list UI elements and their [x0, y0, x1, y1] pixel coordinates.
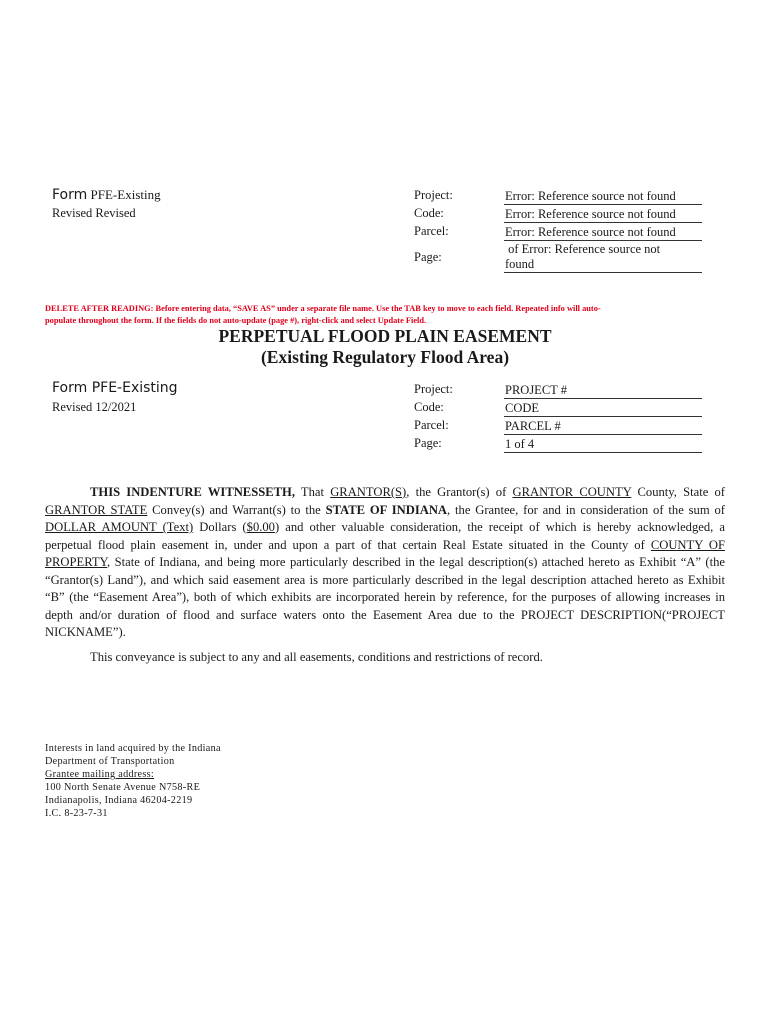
document-title: PERPETUAL FLOOD PLAIN EASEMENT [218, 326, 552, 346]
header1-code-label: Code: [414, 206, 444, 220]
document-subtitle: (Existing Regulatory Flood Area) [260, 347, 510, 367]
header2-code-value[interactable]: CODE [504, 400, 702, 417]
header1-code-value[interactable]: Error: Reference source not found [504, 206, 702, 223]
header1-parcel-value[interactable]: Error: Reference source not found [504, 224, 702, 241]
address-line-4: 100 North Senate Avenue N758-RE [45, 782, 201, 793]
county-of-property-field[interactable]: COUNTY OF PROPERTY [45, 537, 725, 569]
address-line-1: Interests in land acquired by the Indiana [45, 743, 221, 754]
header2-parcel-value[interactable]: PARCEL # [504, 418, 702, 435]
indenture-paragraph [45, 484, 725, 642]
state-of-indiana: STATE OF INDIANA [325, 502, 448, 517]
conveyance-paragraph: This conveyance is subject to any and all easements, conditions and restrictions of record. [90, 650, 543, 664]
grantors-field[interactable]: GRANTOR(S) [330, 485, 407, 499]
indenture-that: That [294, 485, 331, 499]
header2-project-label: Project: [414, 382, 453, 396]
grantor-county-field[interactable]: GRANTOR COUNTY [512, 485, 632, 499]
header2-page-label: Page: [414, 436, 442, 450]
header1-revised: Revised Revised [52, 206, 136, 220]
grantor-state-field[interactable]: GRANTOR STATE [45, 502, 148, 517]
indenture-text-g: , State of Indiana, and being more particularly described in the legal description(s) attached hereto as Exhibit “A” (the “Grantor(s) Land”), and which said easement area is more particularly described in the legal description attached hereto as Exhibit “B” (the “Easement Area”), both of which exhibits are incorporated herein by reference, for the purposes of allowing increases in depth and/or duration of flood and surface waters onto the Easement Area due to the PROJECT DESCRIPTION(“PROJECT NICKNAME”). [45, 555, 725, 639]
header1-parcel-label: Parcel: [414, 224, 449, 238]
address-line-3: Grantee mailing address: [45, 769, 155, 780]
header2-parcel-label: Parcel: [414, 418, 449, 432]
indenture-text-d: , the Grantee, for and in consideration of the sum of [447, 502, 725, 517]
indenture-text-b: County, State of [631, 485, 725, 499]
grantee-address-block [45, 742, 221, 820]
header1-project-label: Project: [414, 188, 453, 202]
indenture-text-f: ) and other valuable consideration, the receipt of which is hereby acknowledged, a perpetual flood plain easement in, under and upon a part of that certain Real Estate situated in the County of [45, 520, 725, 552]
header2-page-value[interactable]: 1 of 4 [504, 436, 702, 453]
header2-form-label: Form PFE-Existing [52, 380, 178, 396]
address-line-6: I.C. 8-23-7-31 [45, 808, 108, 819]
indenture-text-e: Dollars ( [193, 520, 247, 534]
address-line-2: Department of Transportation [45, 756, 175, 767]
warning-line1: DELETE AFTER READING: Before entering data, “SAVE AS” under a separate file name. Use the TAB key to move to each field. Repeated info will auto- [45, 304, 601, 313]
header1-form-word: Form [52, 187, 88, 203]
dollar-value-field[interactable]: $0.00 [246, 520, 275, 534]
indenture-text-c: Convey(s) and Warrant(s) to the [147, 502, 326, 517]
header1-page-value[interactable] [504, 242, 702, 273]
warning-line2: populate throughout the form. If the fields do not auto-update (page #), right-click and select Update Field. [45, 316, 427, 325]
dollar-amount-text-field[interactable]: DOLLAR AMOUNT (Text) [45, 520, 194, 534]
header1-page-value-line2: found [505, 257, 535, 271]
header1-project-value[interactable]: Error: Reference source not found [504, 188, 702, 205]
indenture-lead: THIS INDENTURE WITNESSETH, [90, 485, 295, 499]
header1-page-label: Page: [414, 250, 442, 264]
header1-form-name: PFE-Existing [90, 187, 161, 202]
delete-after-reading-warning [45, 303, 735, 327]
address-line-5: Indianapolis, Indiana 46204-2219 [45, 795, 193, 806]
indenture-text-a: , the Grantor(s) of [406, 485, 513, 499]
header1-page-value-line1: of Error: Reference source not [505, 242, 661, 256]
header2-project-value[interactable]: PROJECT # [504, 382, 702, 399]
header2-code-label: Code: [414, 400, 444, 414]
header1-form-label [52, 187, 161, 203]
header2-revised: Revised 12/2021 [52, 400, 137, 414]
